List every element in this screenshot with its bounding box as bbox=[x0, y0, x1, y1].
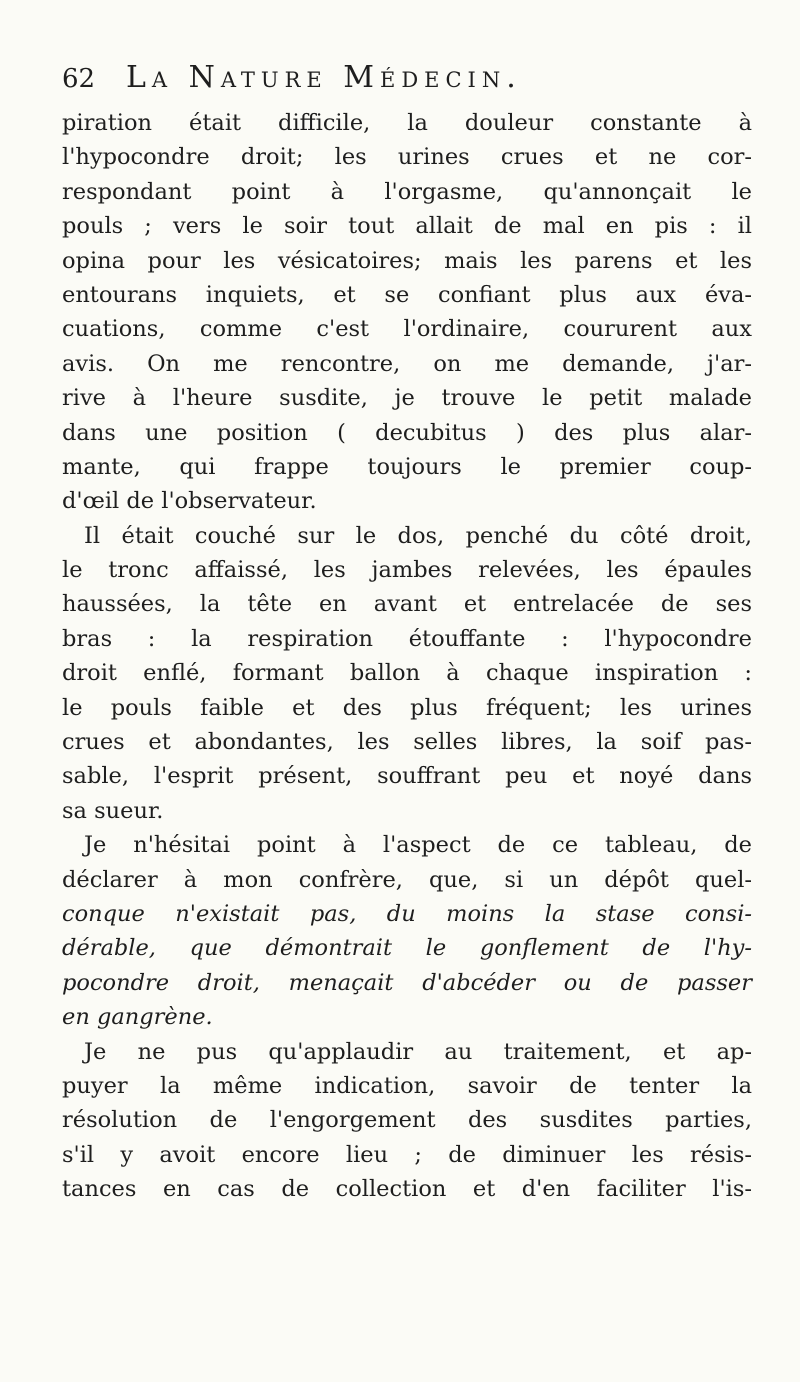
text-line: tances en cas de collection et d'en faciliter l'is- bbox=[62, 1176, 752, 1203]
text-line: haussées, la tête en avant et entrelacée de ses bbox=[62, 591, 752, 618]
text-line: puyer la même indication, savoir de tenter la bbox=[62, 1072, 752, 1099]
text-line: sa sueur. bbox=[62, 797, 164, 824]
text-line: Il était couché sur le dos, penché du côté droit, bbox=[84, 522, 752, 549]
text-line: l'hypocondre droit; les urines crues et ne cor- bbox=[62, 144, 752, 171]
paragraph bbox=[62, 106, 752, 519]
paragraph bbox=[62, 828, 752, 1034]
text-line: crues et abondantes, les selles libres, la soif pas- bbox=[62, 729, 752, 756]
text-line: déclarer à mon confrère, que, si un dépôt quel- bbox=[62, 866, 752, 893]
paragraph bbox=[62, 519, 752, 829]
text-line: pocondre droit, menaçait d'abcéder ou de passer bbox=[62, 969, 752, 996]
text-line: Je n'hésitai point à l'aspect de ce tableau, de bbox=[84, 832, 752, 859]
text-line: dans une position ( decubitus ) des plus alar- bbox=[62, 419, 752, 446]
page-number: 62 bbox=[62, 64, 96, 94]
text-line: piration était difficile, la douleur constante à bbox=[62, 110, 752, 136]
text-line: sable, l'esprit présent, souffrant peu et noyé dans bbox=[62, 763, 752, 790]
text-line: en gangrène. bbox=[62, 1004, 213, 1031]
text-line: rive à l'heure susdite, je trouve le petit malade bbox=[62, 385, 752, 412]
running-title: La Nature Médecin. bbox=[126, 60, 522, 95]
text-line: pouls ; vers le soir tout allait de mal en pis : il bbox=[62, 213, 752, 240]
text-line: entourans inquiets, et se confiant plus aux éva- bbox=[62, 281, 752, 308]
text-line: dérable, que démontrait le gonflement de l'hy- bbox=[62, 935, 752, 962]
text-line: résolution de l'engorgement des susdites parties, bbox=[62, 1107, 752, 1134]
text-line: opina pour les vésicatoires; mais les parens et les bbox=[62, 247, 752, 274]
text-line: Je ne pus qu'applaudir au traitement, et ap- bbox=[84, 1038, 752, 1065]
text-line: s'il y avoit encore lieu ; de diminuer les résis- bbox=[62, 1141, 752, 1168]
text-line: avis. On me rencontre, on me demande, j'ar- bbox=[62, 350, 752, 377]
text-line: droit enflé, formant ballon à chaque inspiration : bbox=[62, 660, 752, 687]
text-line: cuations, comme c'est l'ordinaire, coururent aux bbox=[62, 316, 752, 343]
text-line: respondant point à l'orgasme, qu'annonçait le bbox=[62, 178, 752, 205]
text-line: le pouls faible et des plus fréquent; les urines bbox=[62, 694, 752, 721]
text-line: d'œil de l'observateur. bbox=[62, 488, 317, 515]
text-line: le tronc affaissé, les jambes relevées, les épaules bbox=[62, 557, 752, 584]
page-header bbox=[62, 60, 752, 102]
book-page bbox=[62, 60, 752, 1207]
paragraph bbox=[62, 1035, 752, 1207]
text-line: mante, qui frappe toujours le premier coup- bbox=[62, 453, 752, 480]
text-line: conque n'existait pas, du moins la stase consi- bbox=[62, 900, 752, 927]
text-line: bras : la respiration étouffante : l'hypocondre bbox=[62, 625, 752, 652]
